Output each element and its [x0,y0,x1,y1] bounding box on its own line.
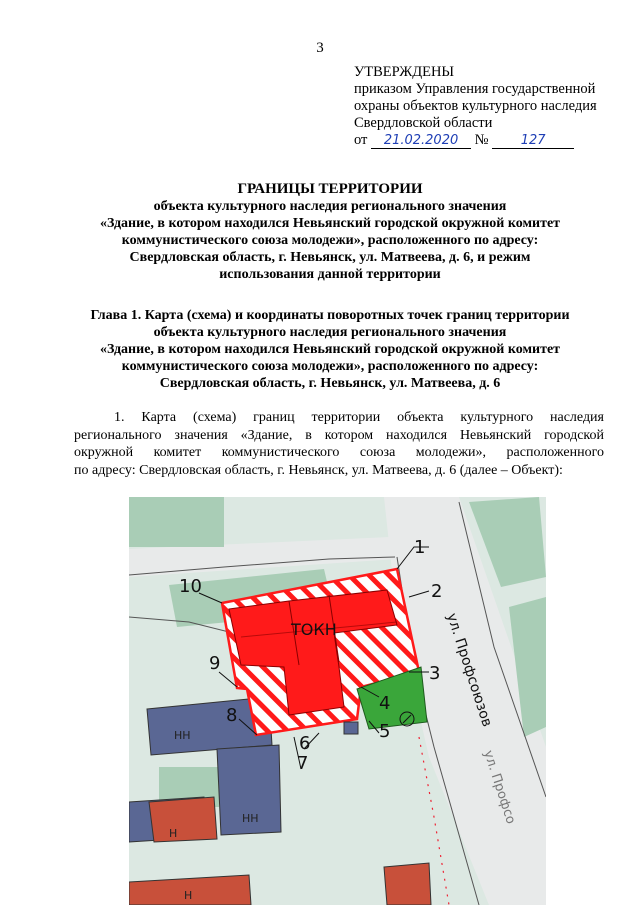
building-label-tokn: ТОКН [291,620,337,639]
title-line-2: объекта культурного наследия регионального значения [153,199,507,214]
chapter-line-3: «Здание, в котором находился Невьянский городской окружной комитет [99,342,561,357]
title-line-1: ГРАНИЦЫ ТЕРРИТОРИИ [237,181,423,197]
approval-date-line [354,132,634,149]
point-label-5: 5 [379,721,391,742]
point-label-4: 4 [379,693,391,714]
chapter-line-4: коммунистического союза молодежи», расположенного по адресу: [121,359,539,374]
street-label: ул. Профсоюзов [443,611,496,729]
paragraph-line-4: по адресу: Свердловская область, г. Невьянск, ул. Матвеева, д. 6 (далее – Объект): [74,462,563,478]
approval-line-3: Свердловской области [354,115,493,131]
point-label-6: 6 [299,733,311,754]
title-line-6: использования данной территории [219,267,441,282]
n-label-2: Н [184,889,193,902]
point-label-7: 7 [297,753,309,774]
chapter-line-1: Глава 1. Карта (схема) и координаты поворотных точек границ территории [90,308,570,323]
point-label-2: 2 [431,581,443,602]
number-label: № [474,132,489,148]
title-line-3: «Здание, в котором находился Невьянский городской окружной комитет [99,216,561,231]
approval-line-1: приказом Управления государственной [354,81,596,97]
paragraph-1 [74,409,604,479]
approval-block [354,64,634,149]
chapter-heading [60,307,600,392]
point-label-1: 1 [414,537,426,558]
building-red-3 [384,863,431,905]
chapter-line-5: Свердловская область, г. Невьянск, ул. Матвеева, д. 6 [159,376,501,391]
nn-label-2: НН [242,812,259,825]
approval-date: 21.02.2020 [371,134,471,149]
approval-number: 127 [492,134,574,149]
page-number: 3 [316,40,324,56]
paragraph-line-1: 1. Карта (схема) границ территории объекта культурного наследия [114,410,604,425]
n-label-1: Н [169,827,178,840]
point-label-9: 9 [209,653,221,674]
point-label-8: 8 [226,705,238,726]
point-label-10: 10 [179,576,202,597]
point-label-3: 3 [429,663,441,684]
chapter-line-2: объекта культурного наследия регионального значения [153,325,507,340]
green-zone-top-left [129,497,224,547]
nn-label-1: НН [174,729,191,742]
title-line-5: Свердловская область, г. Невьянск, ул. Матвеева, д. 6, и режим [129,250,531,265]
document-title [60,181,600,283]
title-line-4: коммунистического союза молодежи», расположенного по адресу: [121,233,539,248]
street-label-lower: ул. Профсо [480,748,519,826]
approval-line-2: охраны объектов культурного наследия [354,98,597,114]
building-red-1 [149,797,217,842]
territory-map [129,497,546,905]
paragraph-line-3: окружной комитет коммунистического союза молодежи», расположенного [74,445,604,460]
paragraph-line-2: регионального значения «Здание, в котором находился Невьянский городской [74,427,604,443]
approval-heading: УТВЕРЖДЕНЫ [354,64,455,80]
from-label: от [354,132,368,148]
